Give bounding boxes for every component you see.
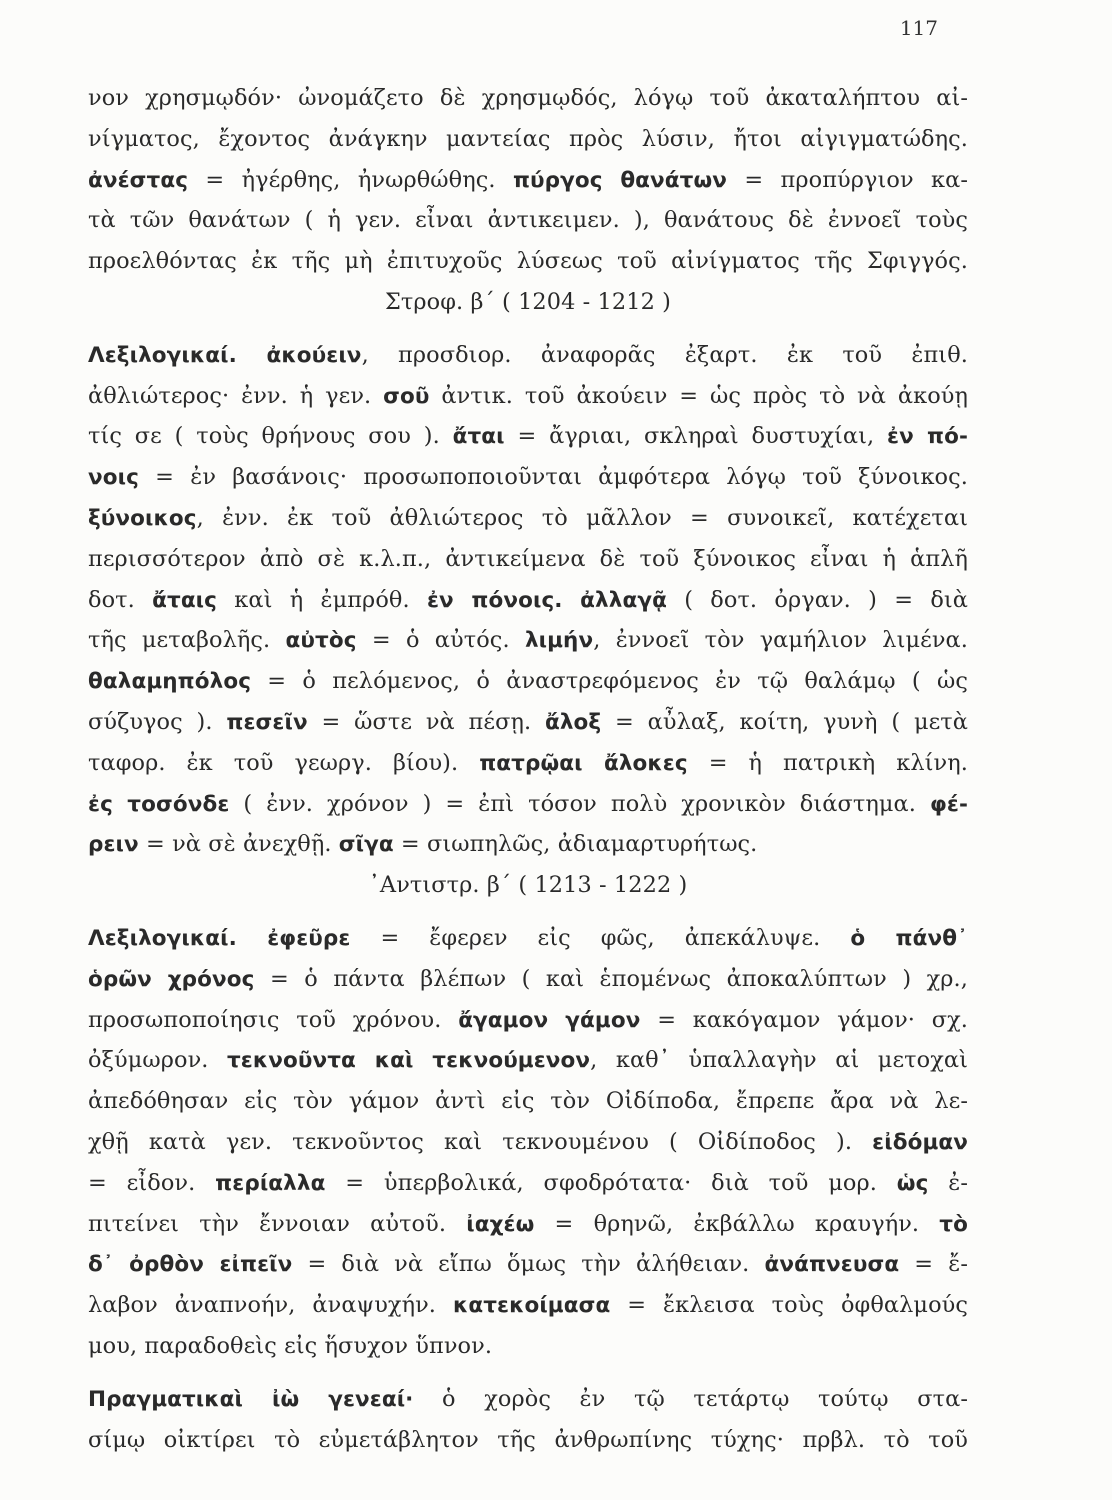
text-line <box>88 1040 968 1081</box>
gloss-text: χθῇ κατὰ γεν. τεκνοῦντος καὶ τεκνουμένου ( Οἰδίποδος ). <box>88 1128 873 1155</box>
lemma-term: ἄγαμον γάμον <box>458 1007 641 1033</box>
gloss-text: πιτείνει τὴν ἔννοιαν αὐτοῦ. <box>88 1210 467 1237</box>
lemma-term: ἐφεῦρε <box>267 925 351 951</box>
text-line <box>88 580 968 621</box>
text-line <box>88 335 968 376</box>
gloss-text: = διὰ νὰ εἴπω ὅμως τὴν ἀλήθειαν. <box>292 1251 765 1278</box>
lemma-term: εἰδόμαν <box>872 1129 968 1155</box>
text-line <box>88 200 968 241</box>
gloss-text: = ὁ πάντα βλέπων ( καὶ ἑπομένως ἀποκαλύπτων ) χρ., <box>254 965 968 992</box>
gloss-text: ταφορ. ἐκ τοῦ γεωργ. βίου). <box>88 749 480 776</box>
gloss-text: = ὁ αὐτός. <box>356 627 525 654</box>
gloss-text: = νὰ σὲ ἀνεχθῇ. <box>138 831 339 858</box>
text-line <box>88 661 968 702</box>
text-line <box>88 620 968 661</box>
text-line <box>88 1420 968 1461</box>
text-line <box>88 784 968 825</box>
gloss-text: λαβον ἀναπνοήν, ἀναψυχήν. <box>88 1292 453 1319</box>
commentary-text <box>88 78 968 1460</box>
gloss-text: = ἡ πατρικὴ κλίνη. <box>687 749 968 776</box>
text-line <box>88 1326 968 1367</box>
text-line <box>88 539 968 580</box>
lemma-term: πεσεῖν <box>226 709 308 735</box>
text-line <box>88 1163 968 1204</box>
gloss-text: ᾿Αντιστρ. β΄ ( 1213 - 1222 ) <box>368 872 688 899</box>
gloss-text: = κακόγαμον γάμον· σχ. <box>640 1006 969 1033</box>
gloss-text: = ὥστε νὰ πέσῃ. <box>307 708 545 735</box>
lemma-term: ὁρῶν χρόνος <box>88 966 255 992</box>
gloss-text: περισσότερον ἀπὸ σὲ κ.λ.π., ἀντικείμενα δὲ τοῦ ξύνοικος εἶναι ἡ ἁπλῆ <box>88 545 968 572</box>
lemma-term: ρειν <box>88 832 139 858</box>
text-line <box>88 702 968 743</box>
gloss-text: = αὖλαξ, κοίτη, γυνὴ ( μετὰ <box>601 708 968 735</box>
lemma-term: ὡς <box>896 1170 929 1196</box>
gloss-text: ( δοτ. ὀργαν. ) = διὰ <box>666 586 968 613</box>
text-line <box>88 1122 968 1163</box>
text-line <box>88 1285 968 1326</box>
gloss-text: τῆς μεταβολῆς. <box>88 627 286 654</box>
gloss-text: = ἔκλεισα τοὺς ὀφθαλμούς <box>610 1292 968 1319</box>
lemma-term: τεκνοῦντα καὶ τεκνούμενον <box>226 1048 591 1074</box>
text-line <box>88 1379 968 1420</box>
text-line <box>88 1081 968 1122</box>
lemma-term: ὁ πάνθ᾿ <box>850 925 968 951</box>
lemma-term: περίαλλα <box>215 1170 326 1196</box>
gloss-text: τὰ τῶν θανάτων ( ἡ γεν. εἶναι ἀντικειμεν. ), θανάτους δὲ ἐννοεῖ τοὺς <box>88 207 968 234</box>
section-heading <box>88 282 968 323</box>
lemma-term: νοις <box>88 465 139 491</box>
text-line <box>88 78 968 119</box>
lemma-term: θαλαμηπόλος <box>88 669 252 695</box>
gloss-text: σύζυγος ). <box>88 708 227 735</box>
lemma-term: αὐτὸς <box>285 628 357 654</box>
gloss-text: = ἔ- <box>899 1251 969 1278</box>
text-line <box>88 1204 968 1245</box>
gloss-text: = προπύργιον κα- <box>727 166 968 193</box>
lemma-term: ἄταις <box>152 587 218 613</box>
gloss-text: σίμῳ οἰκτίρει τὸ εὐμετάβλητον τῆς ἀνθρωπίνης τύχης· πρβλ. τὸ τοῦ <box>88 1426 968 1453</box>
page-number: 117 <box>899 16 938 40</box>
gloss-text: = σιωπηλῶς, ἀδιαμαρτυρήτως. <box>393 831 758 858</box>
gloss-text: ἀντικ. τοῦ ἀκούειν = ὡς πρὸς τὸ νὰ ἀκούῃ <box>429 382 968 409</box>
lemma-term: ἄται <box>452 424 505 450</box>
gloss-text: = ἄγριαι, σκληραὶ δυστυχίαι, <box>504 423 888 450</box>
gloss-text: , καθ᾿ ὑπαλλαγὴν αἱ μετοχαὶ <box>590 1047 968 1074</box>
gloss-text: προσωποποίησις τοῦ χρόνου. <box>88 1006 459 1033</box>
lemma-term: Λεξιλογικαί. <box>88 925 268 951</box>
lemma-term: ἐν πόνοις. ἀλλαγᾷ <box>426 587 667 613</box>
lemma-term: Λεξιλογικαί. <box>88 342 267 368</box>
lemma-term: σοῦ <box>383 383 430 409</box>
text-line <box>88 824 968 865</box>
gloss-text: νίγματος, ἔχοντος ἀνάγκην μαντείας πρὸς λύσιν, ἤτοι αἰγιγματώδης. <box>88 125 968 152</box>
gloss-text: νον χρησμῳδόν· ὠνομάζετο δὲ χρησμῳδός, λόγῳ τοῦ ἀκαταλήπτου αἰ- <box>88 85 968 111</box>
text-line <box>88 1000 968 1041</box>
lemma-term: ἰαχέω <box>466 1211 535 1237</box>
gloss-text: ἀθλιώτερος· ἐνν. ἡ γεν. <box>88 382 384 409</box>
gloss-text: δοτ. <box>88 586 153 613</box>
section-heading <box>88 865 968 906</box>
gloss-text: = ὁ πελόμενος, ὁ ἀναστρεφόμενος ἐν τῷ θαλάμῳ ( ὡς <box>251 668 968 695</box>
lemma-term: πατρῷαι ἄλοκες <box>479 750 688 776</box>
text-line <box>88 160 968 201</box>
gloss-text: ( ἐνν. χρόνον ) = ἐπὶ τόσον πολὺ χρονικὸν διάστημα. <box>229 790 930 817</box>
lemma-term: ἀνάπνευσα <box>764 1252 900 1278</box>
gloss-text: ἀπεδόθησαν εἰς τὸν γάμον ἀντὶ εἰς τὸν Οἰδίποδα, ἔπρεπε ἄρα νὰ λε- <box>88 1088 968 1115</box>
gloss-text: = ἔφερεν εἰς φῶς, ἀπεκάλυψε. <box>350 924 851 951</box>
gloss-text: , ἐννοεῖ τὸν γαμήλιον λιμένα. <box>593 627 968 654</box>
lemma-term: ἐς τοσόνδε <box>88 791 230 817</box>
gloss-text: = ὑπερβολικά, σφοδρότατα· διὰ τοῦ μορ. <box>325 1169 897 1196</box>
gloss-text: , προσδιορ. ἀναφορᾶς ἐξαρτ. ἐκ τοῦ ἐπιθ. <box>361 341 968 368</box>
text-line <box>88 241 968 282</box>
gloss-text: , ἐνν. ἐκ τοῦ ἀθλιώτερος τὸ μᾶλλον = συνοικεῖ, κατέχεται <box>196 504 968 531</box>
gloss-text: = ἐν βασάνοις· προσωποποιοῦνται ἀμφότερα λόγῳ τοῦ ξύνοικος. <box>138 464 968 491</box>
text-line <box>88 1244 968 1285</box>
gloss-text: προελθόντας ἐκ τῆς μὴ ἐπιτυχοῦς λύσεως τοῦ αἰνίγματος τῆς Σφιγγός. <box>88 248 968 275</box>
gloss-text: καὶ ἡ ἐμπρόθ. <box>217 586 427 613</box>
lemma-term: ξύνοικος <box>88 505 197 531</box>
text-line <box>88 498 968 539</box>
gloss-text: τίς σε ( τοὺς θρήνους σου ). <box>88 423 453 450</box>
text-line <box>88 416 968 457</box>
lemma-term: Πραγματικαὶ ἰὼ γενεαί· <box>88 1386 414 1412</box>
gloss-text: ὀξύμωρον. <box>88 1047 227 1074</box>
lemma-term: λιμήν <box>524 628 594 654</box>
text-line <box>88 119 968 160</box>
lemma-term: ἐν πό- <box>887 424 968 450</box>
lemma-term: ἀκούειν <box>266 342 362 368</box>
lemma-term: ἀνέστας <box>88 167 189 193</box>
gloss-text: Στροφ. β΄ ( 1204 - 1212 ) <box>384 288 671 315</box>
text-line <box>88 376 968 417</box>
gloss-text: μου, παραδοθεὶς εἰς ἥσυχον ὕπνον. <box>88 1332 493 1359</box>
gloss-text: = θρηνῶ, ἐκβάλλω κραυγήν. <box>534 1210 940 1237</box>
text-line <box>88 743 968 784</box>
gloss-text: ὁ χορὸς ἐν τῷ τετάρτῳ τούτῳ στα- <box>413 1385 969 1412</box>
gloss-text: ἐ- <box>928 1169 969 1196</box>
lemma-term: δ᾿ ὀρθὸν εἰπεῖν <box>88 1252 293 1278</box>
lemma-term: πύργος θανάτων <box>512 167 728 193</box>
lemma-term: κατεκοίμασα <box>452 1293 611 1319</box>
lemma-term: τὸ <box>939 1211 968 1237</box>
gloss-text: = εἶδον. <box>88 1169 216 1196</box>
text-line <box>88 959 968 1000</box>
lemma-term: ἄλοξ <box>544 709 602 735</box>
text-line <box>88 457 968 498</box>
text-line <box>88 918 968 959</box>
gloss-text: = ἠγέρθης, ἠνωρθώθης. <box>188 166 513 193</box>
lemma-term: σῖγα <box>338 832 394 858</box>
lemma-term: φέ- <box>929 791 968 817</box>
